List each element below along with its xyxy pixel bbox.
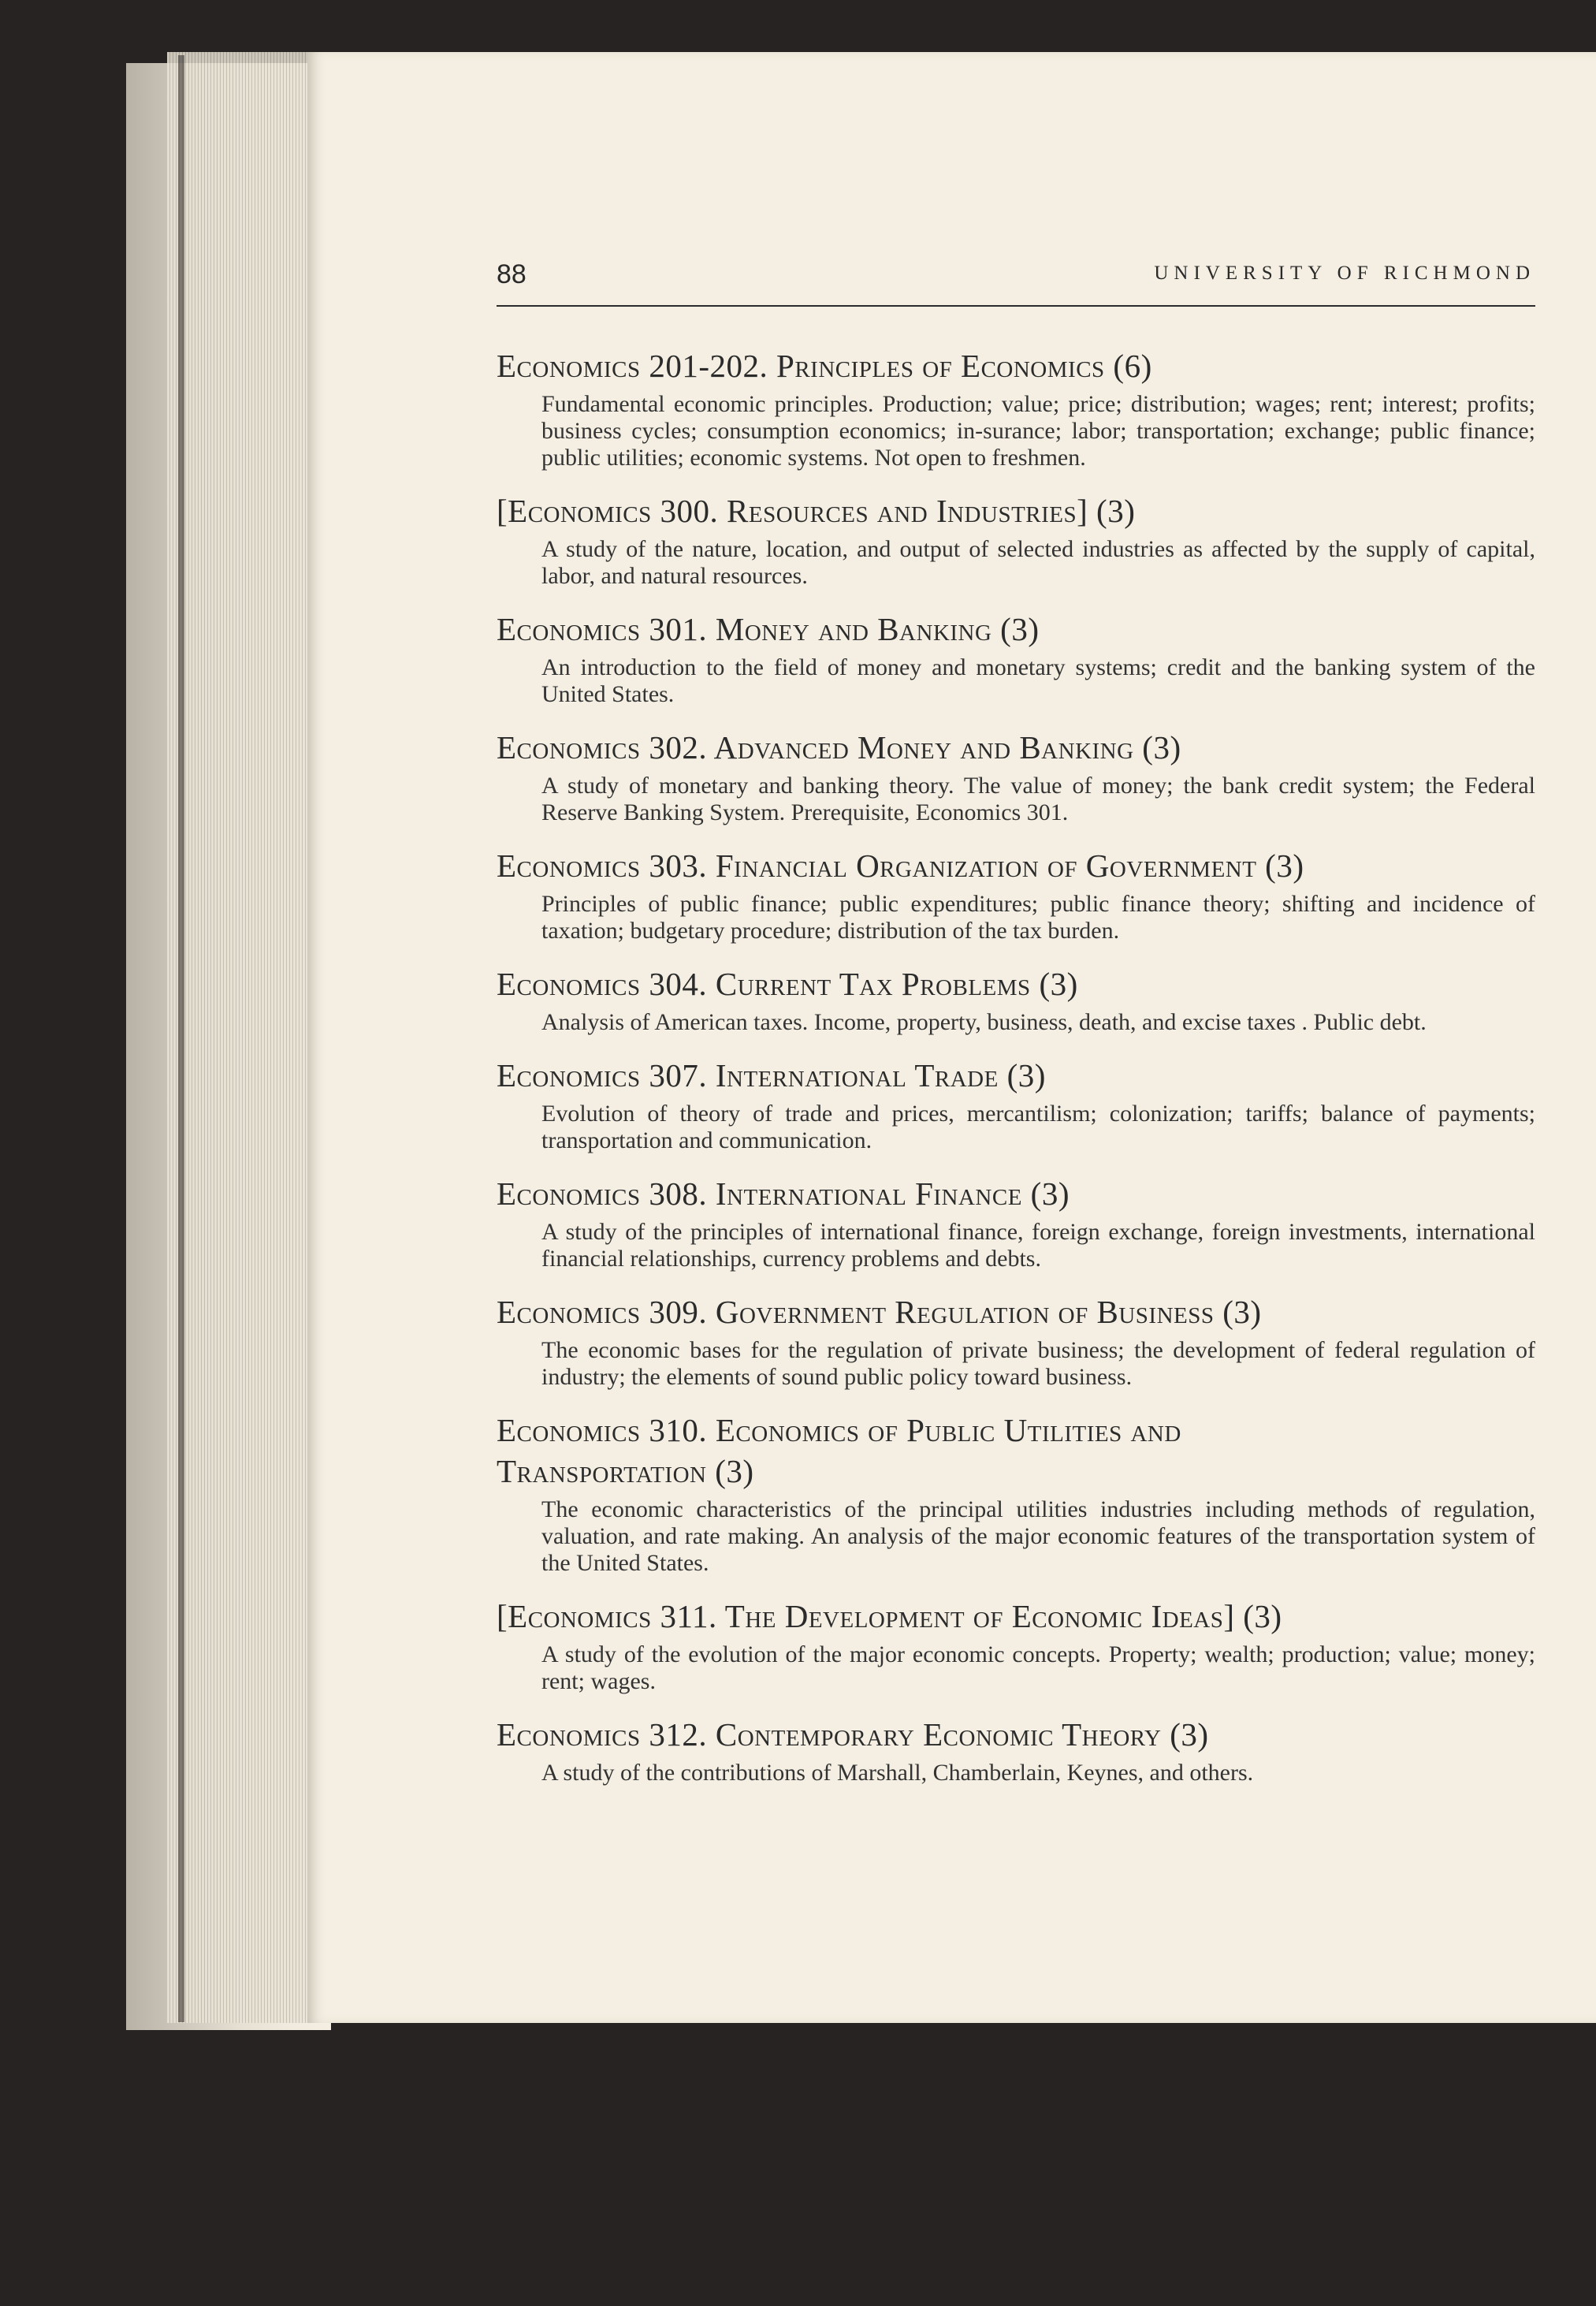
course-title: Economics 309. Government Regulation of Business (3) — [497, 1294, 1262, 1330]
catalog-page — [307, 52, 1596, 2023]
course-entry — [497, 963, 1535, 1036]
course-title: Economics 308. International Finance (3) — [497, 1175, 1070, 1212]
course-description: An introduction to the field of money and monetary systems; credit and the banking system of the United States. — [541, 654, 1535, 707]
course-entry — [497, 1291, 1535, 1391]
course-entry — [497, 727, 1535, 826]
page-number: 88 — [497, 259, 526, 289]
course-entry — [497, 1714, 1535, 1786]
course-description: A study of the contributions of Marshall, Chamberlain, Keynes, and others. — [541, 1760, 1254, 1786]
course-entry — [497, 1055, 1535, 1154]
course-description: A study of the principles of international finance, foreign exchange, foreign investments, international financial relationships, currency problems and debts. — [541, 1219, 1535, 1272]
course-title: Economics 312. Contemporary Economic Theory (3) — [497, 1716, 1209, 1753]
page-header — [497, 259, 1535, 307]
course-description: Evolution of theory of trade and prices, mercantilism; colonization; tariffs; balance of payments; transportation and communication. — [541, 1101, 1535, 1153]
course-title: Economics 307. International Trade (3) — [497, 1057, 1046, 1093]
course-entry — [497, 490, 1535, 590]
course-title: Economics 201-202. Principles of Economics (6) — [497, 348, 1152, 384]
course-description: The economic characteristics of the principal utilities industries including methods of regulation, valuation, and rate making. An analysis of the major economic features of the transportation system of the United States. — [541, 1496, 1535, 1576]
course-list — [497, 345, 1535, 1805]
course-entry — [497, 345, 1535, 471]
course-description: A study of the nature, location, and output of selected industries as affected by the supply of capital, labor, and natural resources. — [541, 536, 1535, 589]
course-description: Analysis of American taxes. Income, property, business, death, and excise taxes . Public debt. — [541, 1009, 1427, 1035]
course-description: A study of the evolution of the major economic concepts. Property; wealth; production; value; money; rent; wages. — [541, 1641, 1535, 1694]
course-title: Economics 310. Economics of Public Utilities and Transportation (3) — [497, 1412, 1181, 1489]
course-description: The economic bases for the regulation of private business; the development of federal regulation of industry; the elements of sound public policy toward business. — [541, 1337, 1535, 1390]
course-title: Economics 303. Financial Organization of Government (3) — [497, 848, 1304, 884]
course-entry — [497, 1173, 1535, 1272]
course-title: Economics 302. Advanced Money and Banking (3) — [497, 729, 1181, 766]
course-entry — [497, 609, 1535, 708]
course-description: A study of monetary and banking theory. The value of money; the bank credit system; the Federal Reserve Banking System. Prerequisite, Economics 301. — [541, 773, 1535, 825]
binding-shadow — [178, 55, 184, 2022]
course-title: Economics 304. Current Tax Problems (3) — [497, 966, 1078, 1002]
course-description: Principles of public finance; public expenditures; public finance theory; shifting and incidence of taxation; budgetary procedure; distribution of the tax burden. — [541, 891, 1535, 944]
running-title: UNIVERSITY OF RICHMOND — [1154, 263, 1535, 284]
course-entry — [497, 1410, 1535, 1577]
course-entry — [497, 845, 1535, 944]
course-title: [Economics 311. The Development of Economic Ideas] (3) — [497, 1598, 1282, 1634]
course-description: Fundamental economic principles. Production; value; price; distribution; wages; rent; interest; profits; business cycles; consumption economics; in-surance; labor; transportation; exchange; public finance; public utilities; economic systems. Not open to freshmen. — [541, 391, 1535, 471]
page-leaves — [167, 52, 317, 2023]
course-title: [Economics 300. Resources and Industries] (3) — [497, 493, 1136, 529]
course-title: Economics 301. Money and Banking (3) — [497, 611, 1040, 647]
course-entry — [497, 1596, 1535, 1695]
